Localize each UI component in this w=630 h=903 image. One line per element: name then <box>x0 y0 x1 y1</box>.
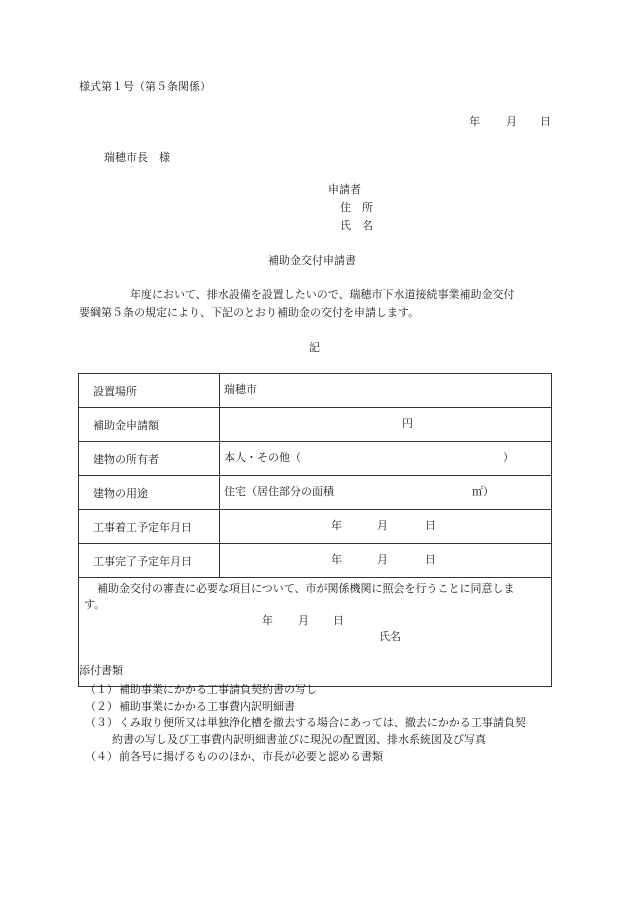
table-row <box>79 374 552 408</box>
start-month: 月 <box>377 519 388 532</box>
table-row <box>79 544 552 578</box>
page-title: 補助金交付申請書 <box>268 254 356 267</box>
consent-line-2: す。 <box>84 598 106 611</box>
end-year: 年 <box>331 553 342 566</box>
date-day: 日 <box>540 115 551 128</box>
table-row <box>79 510 552 544</box>
consent-row <box>79 578 552 687</box>
start-date-field[interactable] <box>220 510 552 544</box>
consent-day: 日 <box>333 614 344 627</box>
table-row <box>79 476 552 510</box>
end-day: 日 <box>425 553 436 566</box>
area-unit: ㎡） <box>472 485 494 498</box>
table-row <box>79 408 552 442</box>
owner-close-paren: ） <box>503 451 514 464</box>
attachment-text-continued: 約書の写し及び工事費内訳明細書並びに現況の配置図、排水系統図及び写真 <box>112 733 486 746</box>
usage-field[interactable] <box>220 476 552 510</box>
addressee: 瑞穂市長 様 <box>104 151 170 164</box>
date-year: 年 <box>469 115 480 128</box>
attachment-num: （３） <box>85 716 118 729</box>
consent-line-1: 補助金交付の審査に必要な項目について、市が関係機関に照会を行うことに同意しま <box>97 582 515 595</box>
attachment-text: 前各号に揚げるもののほか、市長が必要と認める書類 <box>119 750 383 763</box>
body-line-1: 年度において、排水設備を設置したいので、瑞穂市下水道接続事業補助金交付 <box>130 288 515 301</box>
attachment-text: くみ取り便所又は単独浄化槽を撤去する場合にあっては、撤去にかかる工事請負契 <box>119 716 526 729</box>
application-table <box>78 373 552 687</box>
address-label: 住 所 <box>340 201 373 214</box>
start-year: 年 <box>331 519 342 532</box>
row-label: 建物の用途 <box>79 476 220 510</box>
yen-unit: 円 <box>402 417 413 430</box>
attachment-text: 補助事業にかかる工事請負契約書の写し <box>119 683 317 696</box>
owner-field[interactable] <box>220 442 552 476</box>
attachment-num: （２） <box>85 700 118 713</box>
name-label: 氏 名 <box>340 219 373 232</box>
applicant-label: 申請者 <box>328 183 361 196</box>
row-label: 補助金申請額 <box>79 408 220 442</box>
location-field[interactable] <box>220 374 552 408</box>
row-label: 設置場所 <box>79 374 220 408</box>
consent-year: 年 <box>262 614 273 627</box>
row-label: 建物の所有者 <box>79 442 220 476</box>
attachment-num: （４） <box>85 750 118 763</box>
form-number: 様式第１号（第５条関係） <box>79 80 211 93</box>
table-row <box>79 442 552 476</box>
end-date-field[interactable] <box>220 544 552 578</box>
body-line-2: 要綱第５条の規定により、下記のとおり補助金の交付を申請します。 <box>79 306 420 319</box>
attachment-num: （１） <box>85 683 118 696</box>
end-month: 月 <box>377 553 388 566</box>
date-month: 月 <box>506 115 517 128</box>
attachments-heading: 添付書類 <box>79 664 123 677</box>
consent-name-label: 氏名 <box>379 630 401 643</box>
ki-heading: 記 <box>309 341 320 354</box>
usage-value: 住宅（居住部分の面積 <box>224 485 334 498</box>
start-day: 日 <box>425 519 436 532</box>
location-value: 瑞穂市 <box>224 383 257 396</box>
amount-field[interactable] <box>220 408 552 442</box>
owner-value: 本人・その他（ <box>224 451 301 464</box>
attachment-text: 補助事業にかかる工事費内訳明細書 <box>119 700 295 713</box>
row-label: 工事完了予定年月日 <box>79 544 220 578</box>
row-label: 工事着工予定年月日 <box>79 510 220 544</box>
consent-month: 月 <box>298 614 309 627</box>
consent-cell <box>79 578 552 687</box>
